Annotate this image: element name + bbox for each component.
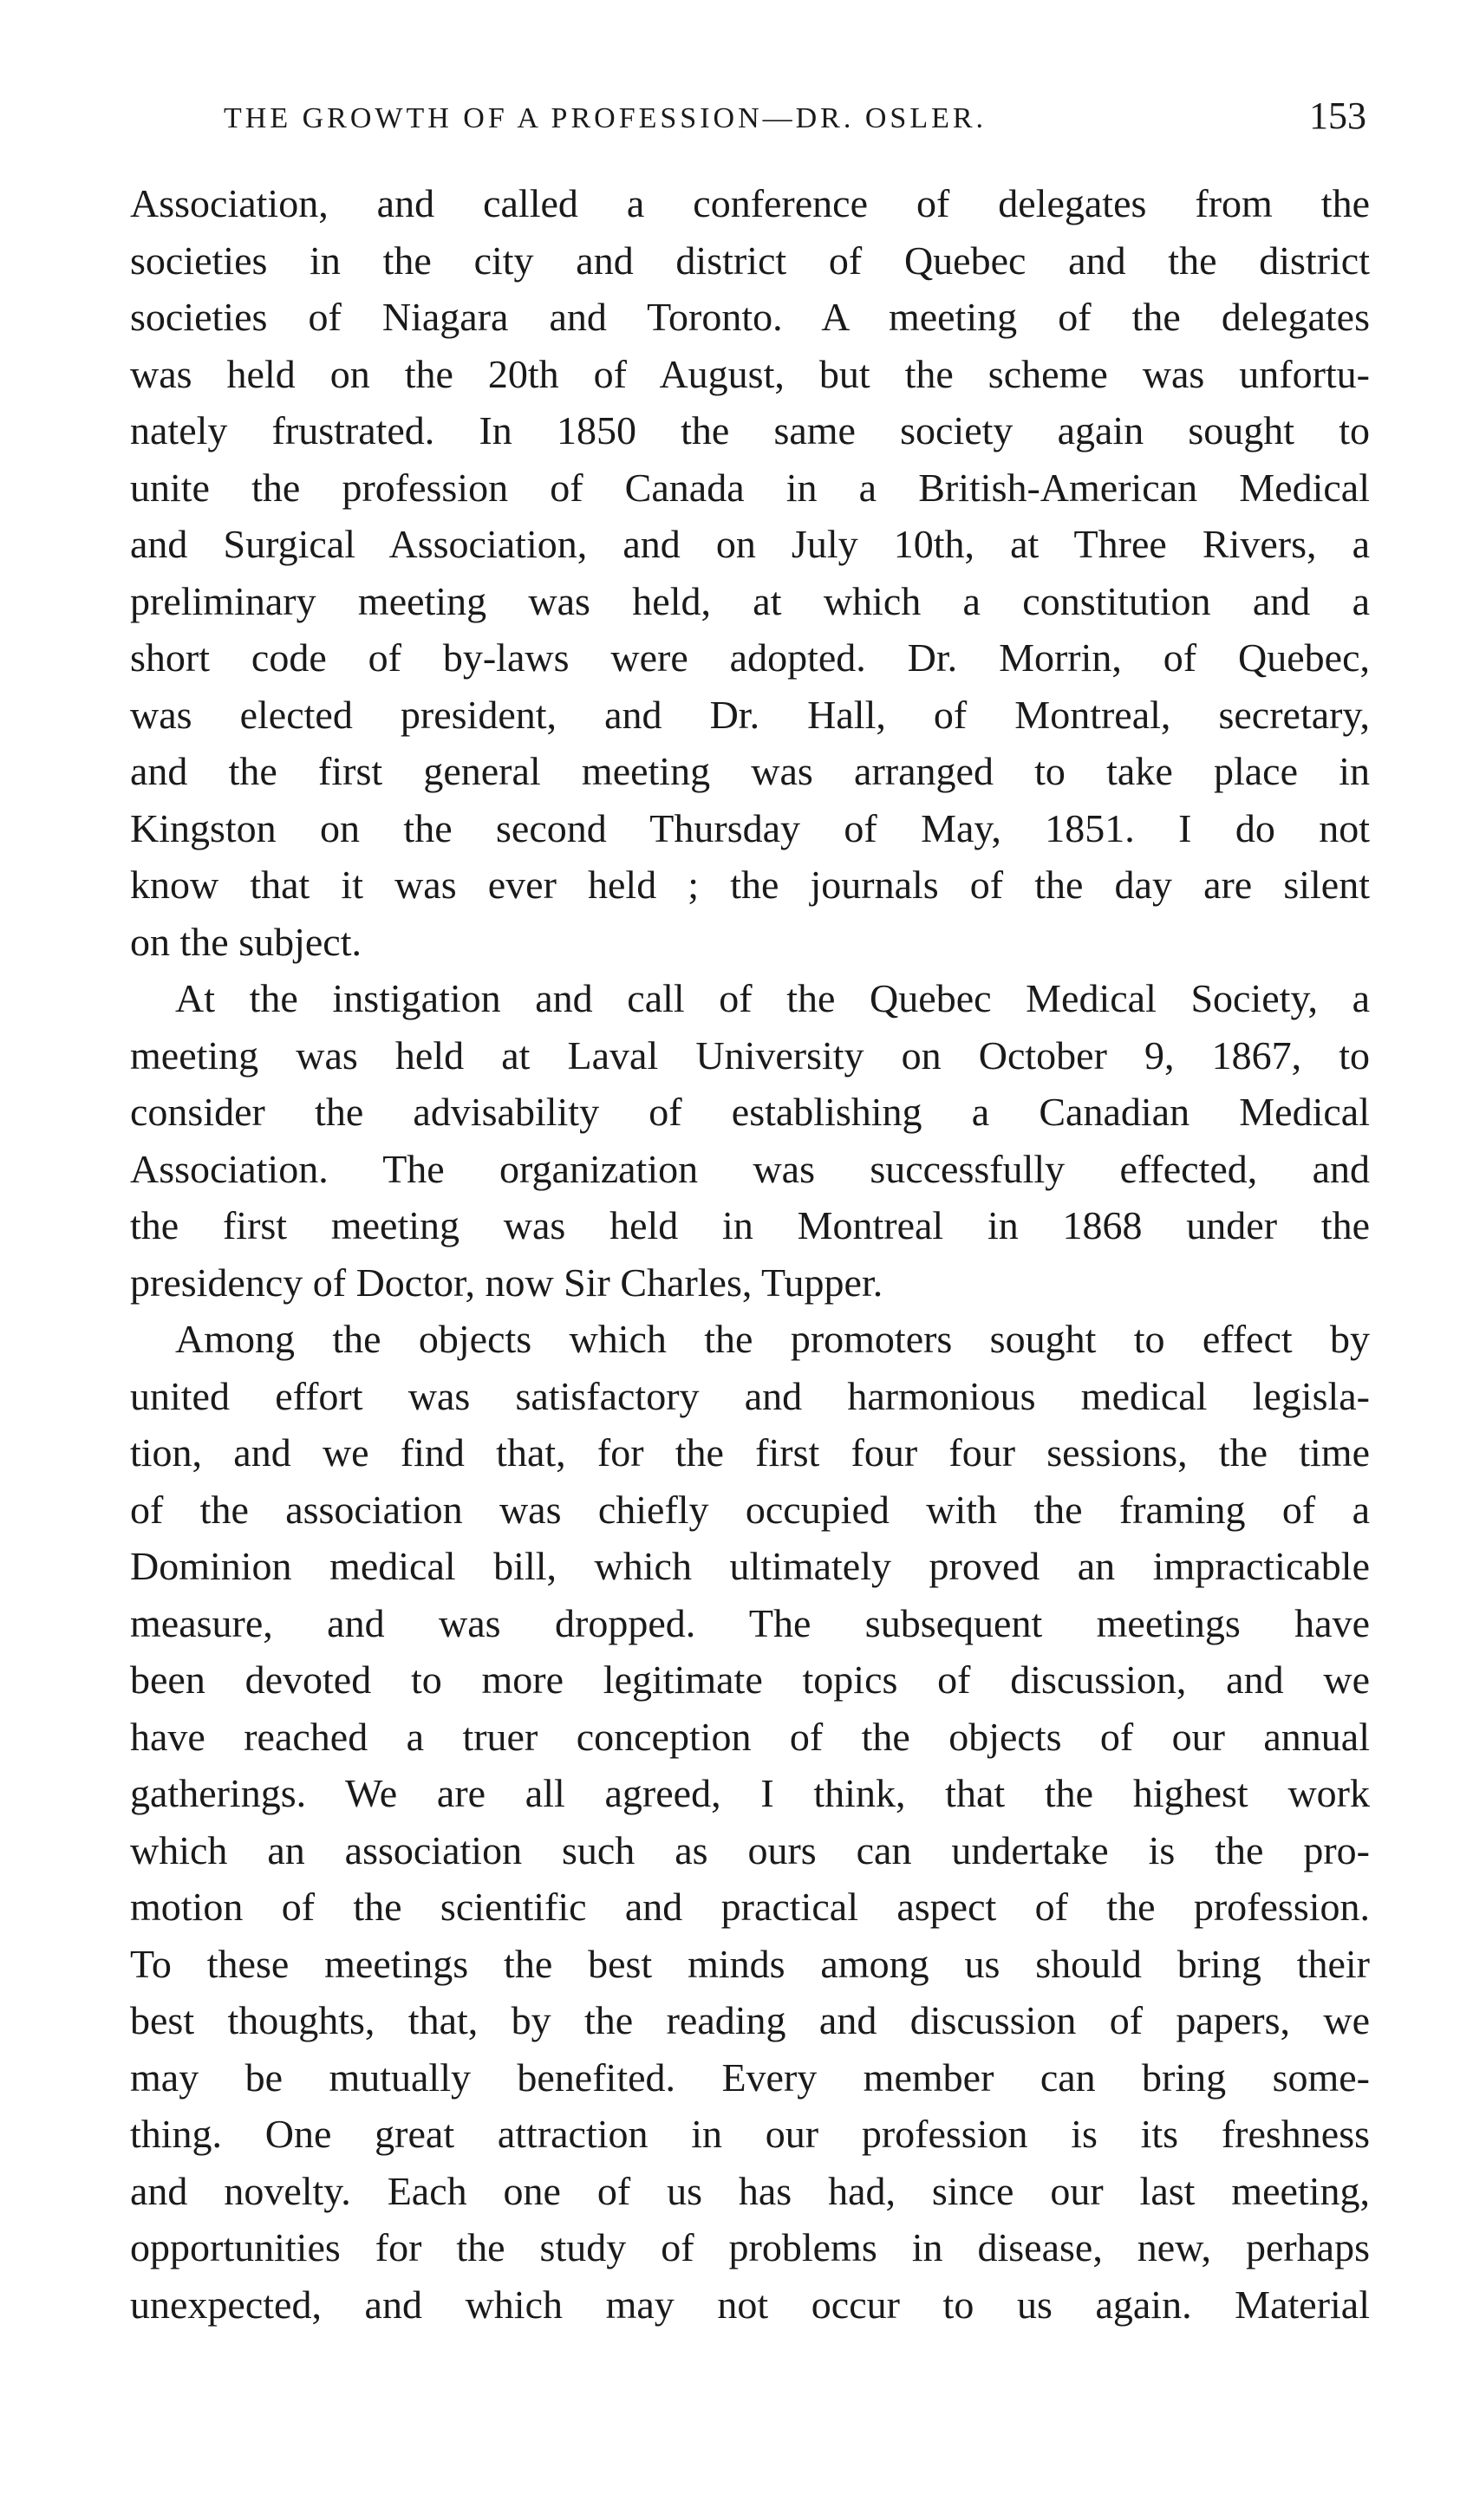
text-line: tion, and we find that, for the first four four sessions, the time	[130, 1430, 1370, 1475]
text-line: thing. One great attraction in our profession is its freshness	[130, 2112, 1370, 2156]
text-line: consider the advisability of establishing a Canadian Medical	[130, 1090, 1370, 1134]
running-title: THE GROWTH OF A PROFESSION—DR. OSLER.	[224, 102, 987, 134]
text-line: To these meetings the best minds among us should bring their	[130, 1941, 1370, 1986]
text-line: was elected president, and Dr. Hall, of Montreal, secretary,	[130, 692, 1370, 737]
page-number: 153	[1309, 94, 1366, 137]
text-line: motion of the scientific and practical aspect of the profession.	[130, 1885, 1370, 1929]
text-line: At the instigation and call of the Quebec Medical Society, a	[175, 976, 1370, 1020]
text-line: unite the profession of Canada in a British-American Medical	[130, 465, 1370, 510]
text-line: nately frustrated. In 1850 the same society again sought to	[130, 408, 1370, 453]
text-line: unexpected, and which may not occur to us again. Material	[130, 2282, 1370, 2327]
text-line: which an association such as ours can undertake is the pro-	[130, 1827, 1370, 1872]
text-line: opportunities for the study of problems in disease, new, perhaps	[130, 2225, 1370, 2269]
text-line: united effort was satisfactory and harmonious medical legisla-	[130, 1373, 1370, 1418]
text-line: been devoted to more legitimate topics of discussion, and we	[130, 1657, 1370, 1702]
text-line: Association, and called a conference of delegates from the	[130, 181, 1370, 225]
text-line: short code of by-laws were adopted. Dr. Morrin, of Quebec,	[130, 635, 1370, 680]
text-line: presidency of Doctor, now Sir Charles, Tupper.	[130, 1260, 883, 1305]
text-line: and the first general meeting was arranged to take place in	[130, 749, 1370, 793]
text-line: have reached a truer conception of the objects of our annual	[130, 1714, 1370, 1759]
text-line: the first meeting was held in Montreal in 1868 under the	[130, 1203, 1370, 1247]
text-line: Dominion medical bill, which ultimately proved an impracticable	[130, 1544, 1370, 1588]
text-line: Association. The organization was successfully effected, and	[130, 1146, 1370, 1191]
text-line: Kingston on the second Thursday of May, 1851. I do not	[130, 805, 1370, 850]
text-line: know that it was ever held ; the journals of the day are silent	[130, 863, 1370, 907]
text-line: and novelty. Each one of us has had, since our last meeting,	[130, 2168, 1370, 2213]
text-line: preliminary meeting was held, at which a constitution and a	[130, 578, 1370, 623]
paragraph-3	[130, 1311, 1370, 2333]
text-line: and Surgical Association, and on July 10th, at Three Rivers, a	[130, 522, 1370, 566]
text-body	[130, 175, 1370, 2333]
text-line: best thoughts, that, by the reading and discussion of papers, we	[130, 1998, 1370, 2042]
text-line: measure, and was dropped. The subsequent meetings have	[130, 1600, 1370, 1645]
text-line: meeting was held at Laval University on October 9, 1867, to	[130, 1032, 1370, 1078]
text-line: societies of Niagara and Toronto. A meeting of the delegates	[130, 295, 1370, 339]
paragraph-2	[130, 970, 1370, 1311]
text-line: gatherings. We are all agreed, I think, that the highest work	[130, 1771, 1370, 1815]
text-line: on the subject.	[130, 919, 362, 964]
text-line: may be mutually benefited. Every member can bring some-	[130, 2054, 1370, 2100]
running-header	[224, 94, 1366, 146]
text-line: societies in the city and district of Quebec and the district	[130, 238, 1370, 283]
paragraph-1	[130, 175, 1370, 970]
text-line: of the association was chiefly occupied with the framing of a	[130, 1487, 1370, 1532]
text-line: was held on the 20th of August, but the scheme was unfortu-	[130, 351, 1370, 396]
text-line: Among the objects which the promoters sought to effect by	[175, 1317, 1370, 1361]
